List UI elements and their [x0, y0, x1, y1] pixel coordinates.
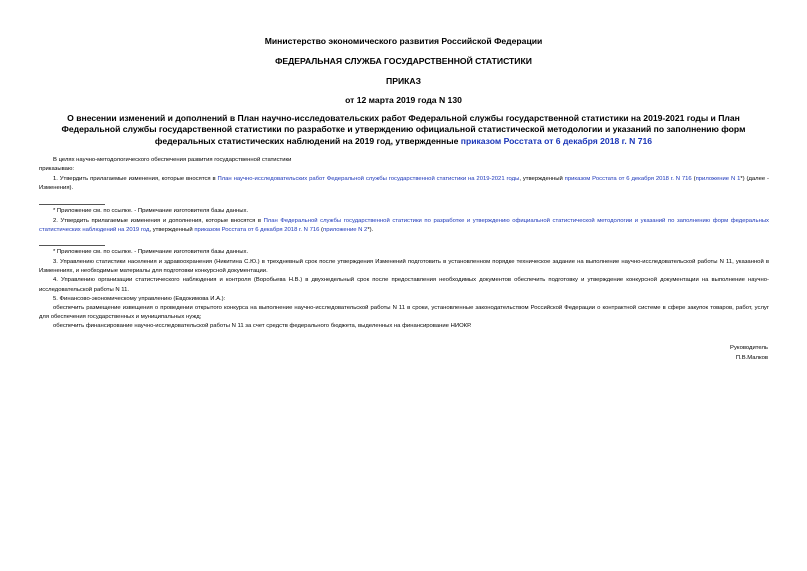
- item-2-text-c: (: [319, 227, 324, 234]
- preamble: [39, 156, 769, 174]
- item-2-paragraph: [39, 217, 769, 235]
- item-1-text-d: *) (далее - Изменения).: [39, 176, 769, 192]
- item-1-text-b: , утвержденный: [519, 176, 565, 182]
- document-title: [40, 113, 767, 147]
- doc-type-heading: ПРИКАЗ: [386, 76, 421, 86]
- item-3: 3. Управлению статистики населения и здравоохранения (Никитина С.Ю.) в трехдневный срок после утверждения Изменений подготовить в установленном порядке техническое задание на выполнение научно-исследовательской работы N 11, указанной в Изменениях, и необходимые материалы для подготовки конкурсной документации.: [39, 259, 769, 275]
- signature-block: [730, 344, 768, 363]
- methodology-plan-link[interactable]: План Федеральной службы государственной статистики по разработке и утверждению официальной статистической методологии и указаний по заполнению форм федеральных статистических наблюдений на 2019 год: [39, 218, 769, 234]
- research-plan-link[interactable]: План научно-исследовательских работ Федеральной службы государственной статистики на 2019-2021 годы: [217, 176, 520, 182]
- signature-name: П.В.Малков: [735, 354, 768, 361]
- item-2: [39, 217, 769, 235]
- item-1-text-a: 1. Утвердить прилагаемые изменения, которые вносятся в: [53, 176, 218, 182]
- footnote-separator-1: [39, 204, 105, 205]
- title-text: О внесении изменений и дополнений в План научно-исследовательских работ Федеральной службы государственной статистики на 2019-2021 годы и План Федеральной службы государственной статистики по разработке и утверждению официальной статистической методологии и указаний по заполнению форм федеральных статистических наблюдений на 2019 год, утвержденные: [61, 113, 746, 146]
- footnote-2-text: * Приложение см. по ссылке. - Примечание изготовителя базы данных.: [53, 249, 249, 255]
- appendix-2-link[interactable]: приложение N 2: [323, 227, 368, 234]
- item-1-paragraph: [39, 175, 769, 193]
- signature-position: Руководитель: [730, 345, 768, 351]
- item-5a: обеспечить размещение извещения о проведении открытого конкурса на выполнение научно-исследовательской работы N 11 в сроки, установленные законодательством Российской Федерации о контрактной системе в сфере закупок товаров, работ, услуг для обеспечения государственных и муниципальных нужд;: [39, 305, 769, 321]
- order-716-link-1[interactable]: приказом Росстата от 6 декабря 2018 г. N 716: [564, 176, 692, 182]
- appendix-1-link[interactable]: приложение N 1: [695, 176, 741, 182]
- footnote-2: [39, 248, 769, 257]
- order-716-link-2[interactable]: приказом Росстата от 6 декабря 2018 г. N 716: [194, 227, 320, 234]
- item-1: [39, 175, 769, 193]
- item-2-text-a: 2. Утвердить прилагаемые изменения и дополнения, которые вносятся в: [53, 218, 264, 224]
- item-4: 4. Управлению организации статистического наблюдения и контроля (Воробьева Н.В.) в двухнедельный срок после предоставления необходимых документов обеспечить подготовку и утверждение конкурсной документации на выполнение научно-исследовательской работы N 11.: [39, 277, 769, 293]
- ministry-heading: Министерство экономического развития Российской Федерации: [264, 36, 543, 46]
- preamble-line1: В целях научно-методологического обеспечения развития государственной статистики: [53, 157, 292, 163]
- item-2-text-d: *).: [367, 227, 374, 234]
- items-3-5: [39, 258, 769, 332]
- date-number-heading: от 12 марта 2019 года N 130: [345, 95, 462, 105]
- footnote-1-text: * Приложение см. по ссылке. - Примечание изготовителя базы данных.: [53, 208, 249, 214]
- footnote-separator-2: [39, 245, 105, 246]
- item-5b: обеспечить финансирование научно-исследовательской работы N 11 за счет средств федерального бюджета, выделенных на финансирование НИОКР.: [53, 323, 472, 330]
- service-heading: ФЕДЕРАЛЬНАЯ СЛУЖБА ГОСУДАРСТВЕННОЙ СТАТИСТИКИ: [275, 56, 532, 66]
- item-5: 5. Финансово-экономическому управлению (Евдокимова И.А.):: [53, 295, 226, 302]
- footnote-1: [39, 207, 769, 216]
- title-order-link[interactable]: приказом Росстата от 6 декабря 2018 г. N 716: [460, 135, 653, 146]
- preamble-line2: приказываю:: [39, 166, 75, 173]
- item-2-text-b: , утвержденный: [149, 227, 195, 234]
- item-1-text-c: (: [691, 176, 696, 182]
